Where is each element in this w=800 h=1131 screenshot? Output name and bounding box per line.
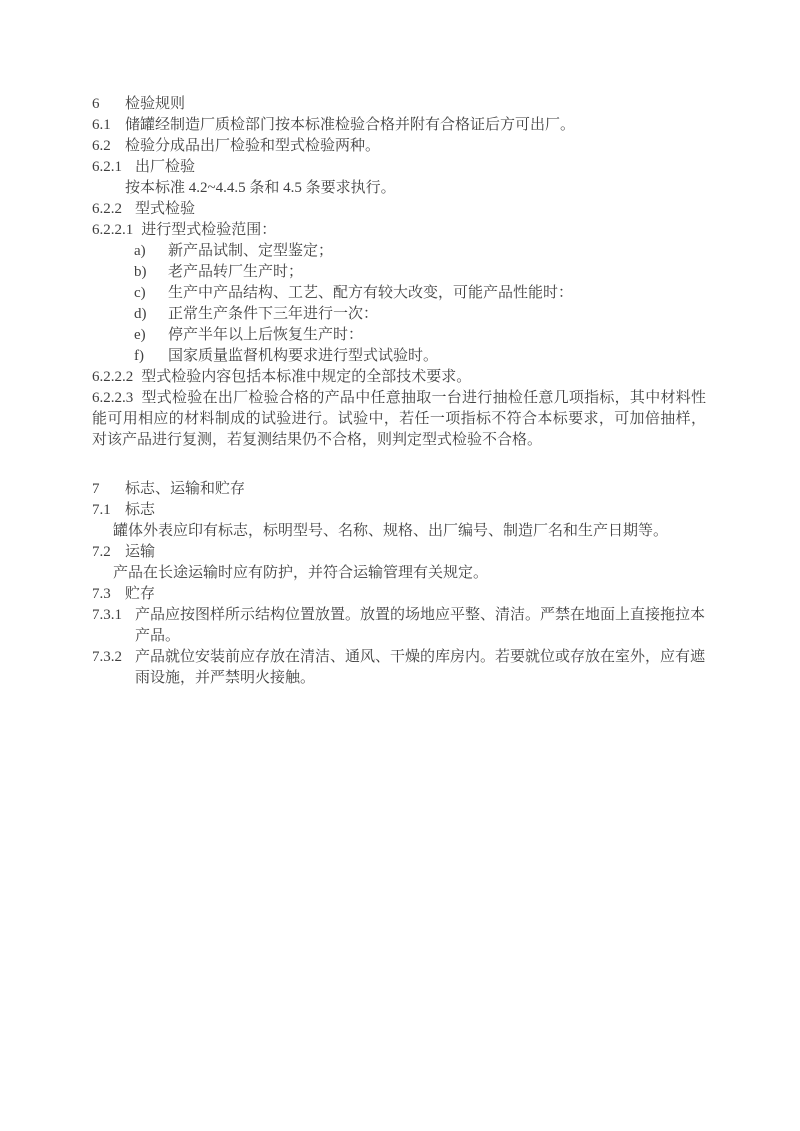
list-item-e-marker: e) — [134, 327, 146, 343]
clause-7-3-1 — [92, 605, 706, 647]
clause-6-1-text: 储罐经制造厂质检部门按本标准检验合格并附有合格证后方可出厂。 — [125, 117, 576, 133]
list-item-a-marker: a) — [134, 243, 146, 259]
clause-7-2-body: 产品在长途运输时应有防护，并符合运输管理有关规定。 — [113, 565, 489, 581]
clause-6-2-2-3-number: 6.2.2.3 — [92, 390, 134, 406]
clause-6-2-2-1 — [92, 220, 706, 241]
list-item-c — [134, 283, 706, 304]
clause-6-2-1-body: 按本标准 4.2~4.4.5 条和 4.5 条要求执行。 — [125, 180, 396, 196]
clause-6-2-1-title: 出厂检验 — [135, 159, 196, 175]
clause-7-3-2-number: 7.3.2 — [92, 649, 122, 665]
document-content — [92, 94, 706, 689]
clause-7-1-body: 罐体外表应印有标志，标明型号、名称、规格、出厂编号、制造厂名和生产日期等。 — [113, 523, 669, 539]
section-6-heading — [92, 94, 706, 115]
list-item-c-text: 生产中产品结构、工艺、配方有较大改变，可能产品性能时： — [168, 285, 574, 301]
list-item-f-marker: f) — [134, 348, 144, 364]
clause-6-2-1-heading — [92, 157, 706, 178]
clause-6-2-text: 检验分成品出厂检验和型式检验两种。 — [125, 138, 381, 154]
section-6-title: 检验规则 — [125, 96, 186, 112]
clause-6-2-1-number: 6.2.1 — [92, 159, 122, 175]
list-item-b — [134, 262, 706, 283]
section-7-title: 标志、运输和贮存 — [125, 481, 246, 497]
clause-7-1-number: 7.1 — [92, 502, 111, 518]
clause-7-3-number: 7.3 — [92, 586, 111, 602]
clause-7-3-heading — [92, 584, 706, 605]
list-item-c-marker: c) — [134, 285, 146, 301]
clause-6-2-2-2 — [92, 367, 706, 388]
clause-6-2-2-title: 型式检验 — [135, 201, 196, 217]
list-item-a-text: 新产品试制、定型鉴定； — [168, 243, 334, 259]
clause-6-1 — [92, 115, 706, 136]
clause-6-2-2-3 — [92, 388, 706, 451]
clause-6-2-2-2-text: 型式检验内容包括本标准中规定的全部技术要求。 — [141, 369, 472, 385]
clause-6-2-number: 6.2 — [92, 138, 111, 154]
section-7-heading — [92, 479, 706, 500]
clause-6-2-2-1-number: 6.2.2.1 — [92, 222, 134, 238]
clause-7-3-1-number: 7.3.1 — [92, 607, 122, 623]
list-item-e-text: 停产半年以上后恢复生产时： — [168, 327, 364, 343]
list-item-d-text: 正常生产条件下三年进行一次： — [168, 306, 379, 322]
clause-6-2-2-2-number: 6.2.2.2 — [92, 369, 134, 385]
list-item-f — [134, 346, 706, 367]
clause-6-2-2-heading — [92, 199, 706, 220]
list-item-b-text: 老产品转厂生产时； — [168, 264, 304, 280]
clause-7-2-number: 7.2 — [92, 544, 111, 560]
section-7-number: 7 — [92, 481, 100, 497]
clause-7-3-2-text: 产品就位安装前应存放在清洁、通风、干燥的库房内。若要就位或存放在室外，应有遮雨设施，并严禁明火接触。 — [135, 649, 706, 686]
list-item-a — [134, 241, 706, 262]
clause-7-3-2 — [92, 647, 706, 689]
clause-7-1-heading — [92, 500, 706, 521]
clause-7-2-heading — [92, 542, 706, 563]
clause-6-1-number: 6.1 — [92, 117, 111, 133]
clause-7-2-title: 运输 — [125, 544, 156, 560]
clause-7-1-title: 标志 — [125, 502, 156, 518]
list-item-b-marker: b) — [134, 264, 147, 280]
clause-6-2-2-number: 6.2.2 — [92, 201, 122, 217]
list-item-f-text: 国家质量监督机构要求进行型式试验时。 — [168, 348, 439, 364]
clause-6-2 — [92, 136, 706, 157]
clause-6-2-2-3-text: 型式检验在出厂检验合格的产品中任意抽取一台进行抽检任意几项指标，其中材料性能可用相应的材料制成的试验进行。试验中，若任一项指标不符合本标要求，可加倍抽样，对该产品进行复测，若复测结果仍不合格，则判定型式检验不合格。 — [92, 390, 706, 448]
list-item-d-marker: d) — [134, 306, 147, 322]
list-item-e — [134, 325, 706, 346]
list-item-d — [134, 304, 706, 325]
clause-7-3-title: 贮存 — [125, 586, 156, 602]
clause-7-3-1-text: 产品应按图样所示结构位置放置。放置的场地应平整、清洁。严禁在地面上直接拖拉本产品。 — [135, 607, 706, 644]
section-6-number: 6 — [92, 96, 100, 112]
clause-6-2-2-1-text: 进行型式检验范围： — [141, 222, 277, 238]
